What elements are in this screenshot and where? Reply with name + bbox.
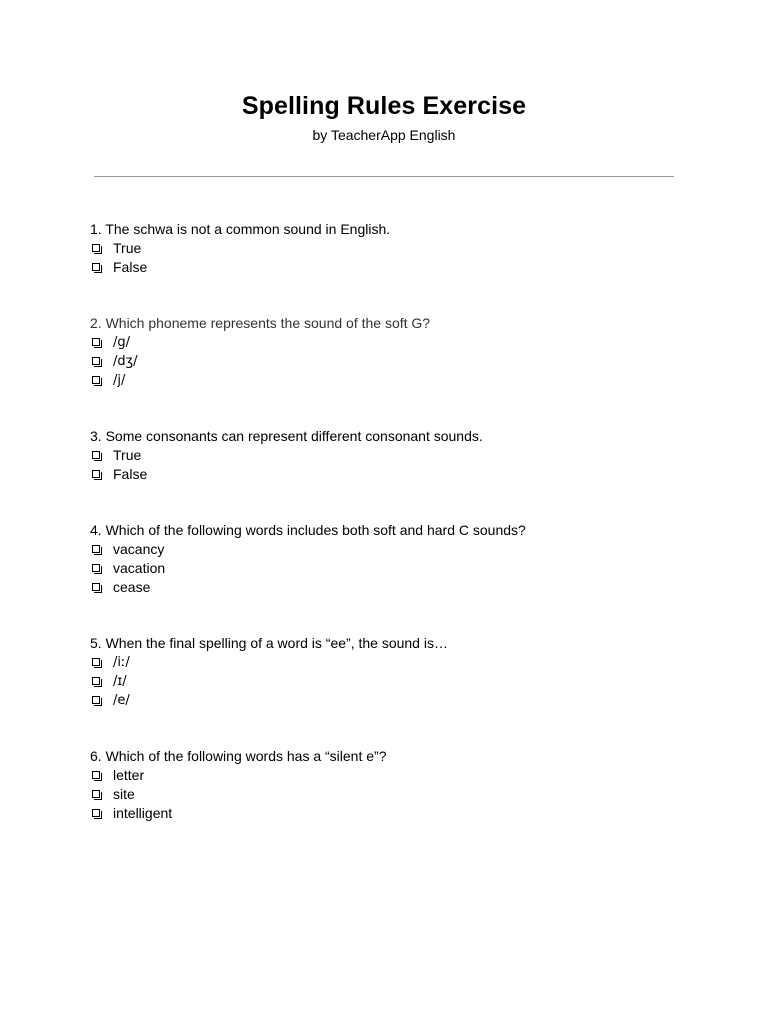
answer-option[interactable]	[90, 333, 690, 352]
option-label: /e/	[113, 693, 130, 708]
answer-option[interactable]	[90, 258, 690, 277]
question-text: 1. The schwa is not a common sound in English.	[90, 221, 391, 237]
option-label: False	[113, 259, 148, 275]
checkbox-icon[interactable]	[92, 771, 100, 779]
checkbox-icon[interactable]	[92, 376, 100, 384]
checkbox-icon[interactable]	[92, 451, 100, 459]
question-1	[90, 220, 690, 277]
answer-option[interactable]	[90, 540, 690, 559]
checkbox-icon[interactable]	[92, 809, 100, 817]
question-4	[90, 521, 690, 597]
checkbox-icon[interactable]	[92, 545, 100, 553]
checkbox-icon[interactable]	[92, 470, 100, 478]
option-label: /j/	[113, 373, 126, 388]
checkbox-icon[interactable]	[92, 357, 100, 365]
option-label: True	[113, 447, 142, 463]
checkbox-icon[interactable]	[92, 244, 100, 252]
checkbox-icon[interactable]	[92, 677, 100, 685]
answer-option[interactable]	[90, 691, 690, 710]
checkbox-icon[interactable]	[92, 583, 100, 591]
answer-option[interactable]	[90, 804, 690, 823]
question-text: 4. Which of the following words includes both soft and hard C sounds?	[90, 522, 526, 538]
question-text: 2. Which phoneme represents the sound of the soft G?	[90, 315, 431, 331]
option-label: /g/	[113, 335, 131, 350]
option-label: site	[113, 786, 135, 802]
checkbox-icon[interactable]	[92, 696, 100, 704]
checkbox-icon[interactable]	[92, 564, 100, 572]
checkbox-icon[interactable]	[92, 658, 100, 666]
answer-option[interactable]	[90, 446, 690, 465]
option-label: vacancy	[113, 541, 165, 557]
answer-option[interactable]	[90, 766, 690, 785]
header-divider	[94, 176, 674, 177]
question-text: 6. Which of the following words has a “silent e”?	[90, 748, 387, 764]
option-label: /dʒ/	[113, 354, 138, 369]
checkbox-icon[interactable]	[92, 263, 100, 271]
answer-option[interactable]	[90, 578, 690, 597]
question-text: 5. When the final spelling of a word is “ee”, the sound is…	[90, 635, 448, 651]
question-6	[90, 747, 690, 823]
answer-option[interactable]	[90, 371, 690, 390]
option-label: vacation	[113, 560, 166, 576]
question-5	[90, 634, 690, 710]
question-3	[90, 427, 690, 484]
answer-option[interactable]	[90, 465, 690, 484]
page-title: Spelling Rules Exercise	[241, 92, 527, 120]
answer-option[interactable]	[90, 559, 690, 578]
option-label: True	[113, 240, 142, 256]
answer-option[interactable]	[90, 653, 690, 672]
option-label: False	[113, 466, 148, 482]
option-label: letter	[113, 767, 145, 783]
option-label: /ɪ/	[113, 674, 127, 689]
option-label: cease	[113, 579, 151, 595]
answer-option[interactable]	[90, 239, 690, 258]
checkbox-icon[interactable]	[92, 790, 100, 798]
option-label: /iː/	[113, 655, 130, 670]
answer-option[interactable]	[90, 785, 690, 804]
answer-option[interactable]	[90, 352, 690, 371]
checkbox-icon[interactable]	[92, 338, 100, 346]
question-text: 3. Some consonants can represent different consonant sounds.	[90, 428, 483, 444]
question-2	[90, 314, 690, 390]
option-label: intelligent	[113, 805, 173, 821]
answer-option[interactable]	[90, 672, 690, 691]
page-subtitle: by TeacherApp English	[312, 127, 456, 143]
